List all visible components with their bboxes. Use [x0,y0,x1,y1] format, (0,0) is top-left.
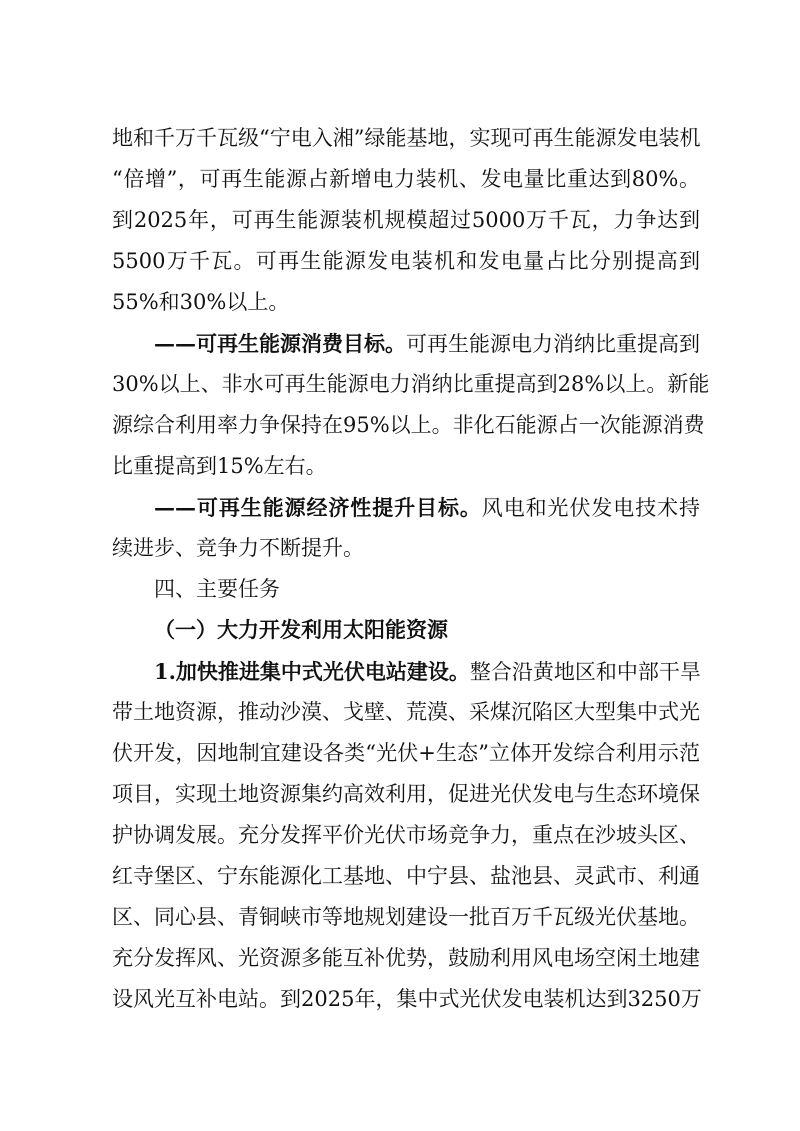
text-line [112,651,700,692]
text-line: 伏开发，因地制宜建设各类“光伏+生态”立体开发综合利用示范 [112,741,700,765]
section-heading: 四、主要任务 [154,577,280,601]
paragraph [112,323,710,487]
text-line: 5500万千瓦。可再生能源发电装机和发电量占比分别提高到 [112,249,700,273]
text-line: 55%和30%以上。 [112,290,290,314]
paragraph [112,487,700,569]
text-line: “倍增”，可再生能源占新增电力装机、发电量比重达到80%。 [112,167,700,191]
text-line: 护协调发展。充分发挥平价光伏市场竞争力，重点在沙坡头区、 [112,823,700,847]
text-line: 区、同心县、青铜峡市等地规划建设一批百万千瓦级光伏基地。 [112,905,700,929]
text-line: 源综合利用率力争保持在95%以上。非化石能源占一次能源消费 [112,413,705,437]
text-run: 风电和光伏发电技术持 [481,496,701,520]
paragraph-lead: ——可再生能源经济性提升目标。 [154,495,482,520]
text-line: 带土地资源，推动沙漠、戈壁、荒漠、采煤沉陷区大型集中式光 [112,700,700,724]
document-body [112,118,710,1020]
text-run: 可再生能源电力消纳比重提高到 [406,332,700,356]
text-line: 设风光互补电站。到2025年，集中式光伏发电装机达到3250万 [112,987,702,1011]
subsection-heading: （一）大力开发利用太阳能资源 [154,618,448,642]
text-line: 地和千万千瓦级“宁电入湘”绿能基地，实现可再生能源发电装机 [112,126,701,150]
text-line: 比重提高到15%左右。 [112,454,327,478]
text-line: 红寺堡区、宁东能源化工基地、中宁县、盐池县、灵武市、利通 [112,864,700,888]
text-line: 续进步、竞争力不断提升。 [112,536,364,560]
text-line [112,323,700,364]
paragraph-lead: 1.加快推进集中式光伏电站建设。 [154,659,470,684]
text-run: 整合沿黄地区和中部干旱 [469,660,701,684]
paragraph [112,651,700,1020]
text-line: 30%以上、非水可再生能源电力消纳比重提高到28%以上。新能 [112,372,710,396]
text-line: 项目，实现土地资源集约高效利用，促进光伏发电与生态环境保 [112,782,700,806]
text-line: 到2025年，可再生能源装机规模超过5000万千瓦，力争达到 [112,208,700,232]
paragraph-lead: ——可再生能源消费目标。 [154,331,406,356]
paragraph [112,118,700,323]
text-line: 充分发挥风、光资源多能互补优势，鼓励利用风电场空闲土地建 [112,946,700,970]
text-line [112,487,700,528]
